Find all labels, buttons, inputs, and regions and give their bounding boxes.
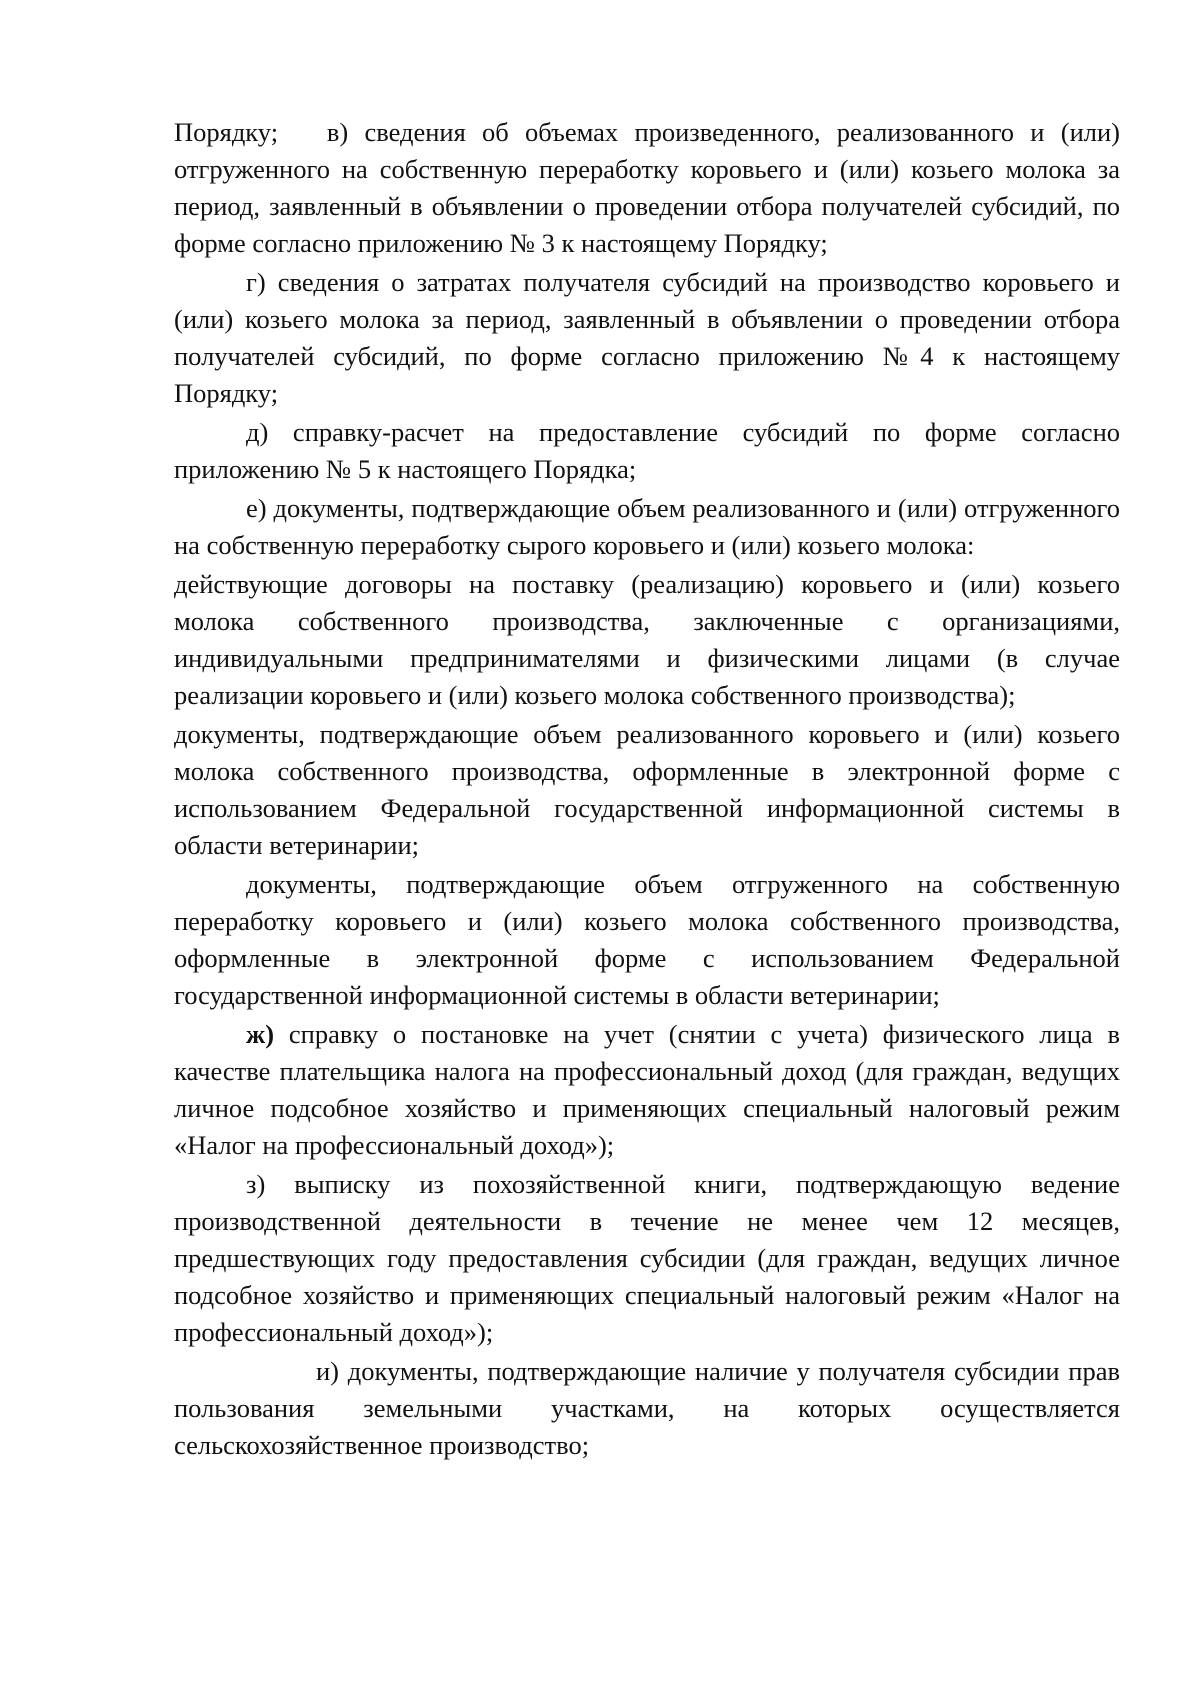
paragraph-text: документы, подтверждающие объем реализованного и (или) отгруженного на собственную переработку сырого коровьего и (или) козьего молока:	[174, 493, 1120, 560]
paragraph-label: е)	[246, 493, 267, 523]
paragraph-text: сведения о затратах получателя субсидий на производство коровьего и (или) козьего молока за период, заявленный в объявлении о проведении отбора получателей субсидий, по форме согласно приложению №4 к настоящему Порядку;	[174, 267, 1120, 408]
paragraph-d	[174, 414, 1120, 488]
paragraph-label: ж)	[246, 1019, 275, 1049]
paragraph-text: документы, подтверждающие объем отгруженного на собственную переработку коровьего и (или) козьего молока собственного производства, оформленные в электронной форме с использованием Федеральной государственной информационной системы в области ветеринарии;	[174, 869, 1120, 1010]
paragraph-shipment-docs	[174, 866, 1120, 1014]
document-page	[174, 114, 1120, 1466]
paragraph-text: действующие договоры на поставку (реализацию) коровьего и (или) козьего молока собственного производства, заключенные с организациями, индивидуальными предпринимателями и физическими лицами (в случае реализации коровьего и (или) козьего молока собственного производства);	[174, 569, 1120, 710]
paragraph-text: документы, подтверждающие наличие у получателя субсидии прав пользования земельными участками, на которых осуществляется сельскохозяйственное производство;	[174, 1356, 1120, 1460]
paragraph-text: документы, подтверждающие объем реализованного коровьего и (или) козьего молока собственного производства, оформленные в электронной форме с использованием Федеральной государственной информационной системы в области ветеринарии;	[174, 719, 1120, 860]
paragraph-text: справку-расчет на предоставление субсидий по форме согласно приложению № 5 к настоящего Порядка;	[174, 417, 1120, 484]
paragraph-i	[174, 1353, 1120, 1464]
paragraph-g	[174, 264, 1120, 412]
paragraph-z	[174, 1166, 1120, 1351]
paragraph-e	[174, 490, 1120, 564]
paragraph-contracts	[174, 566, 1120, 714]
paragraph-text: выписку из похозяйственной книги, подтверждающую ведение производственной деятельности в течение не менее чем 12 месяцев, предшествующих году предоставления субсидии (для граждан, ведущих личное подсобное хозяйство и применяющих специальный налоговый режим «Налог на профессиональный доход»);	[174, 1169, 1120, 1347]
paragraph-label: Порядку; в)	[174, 117, 349, 147]
paragraph-text: справку о постановке на учет (снятии с учета) физического лица в качестве плательщика налога на профессиональный доход (для граждан, ведущих личное подсобное хозяйство и применяющих специальный налоговый режим «Налог на профессиональный доход»);	[174, 1019, 1120, 1160]
paragraph-label: з)	[246, 1169, 266, 1199]
paragraph-label: и)	[316, 1356, 340, 1386]
paragraph-sales-docs	[174, 716, 1120, 864]
paragraph-v	[174, 114, 1120, 262]
paragraph-label: г)	[246, 267, 266, 297]
paragraph-zh	[174, 1016, 1120, 1164]
paragraph-label: д)	[246, 417, 269, 447]
paragraph-text: сведения об объемах произведенного, реализованного и (или) отгруженного на собственную переработку коровьего и (или) козьего молока за период, заявленный в объявлении о проведении отбора получателей субсидий, по форме согласно приложению № 3 к настоящему Порядку;	[174, 117, 1120, 258]
